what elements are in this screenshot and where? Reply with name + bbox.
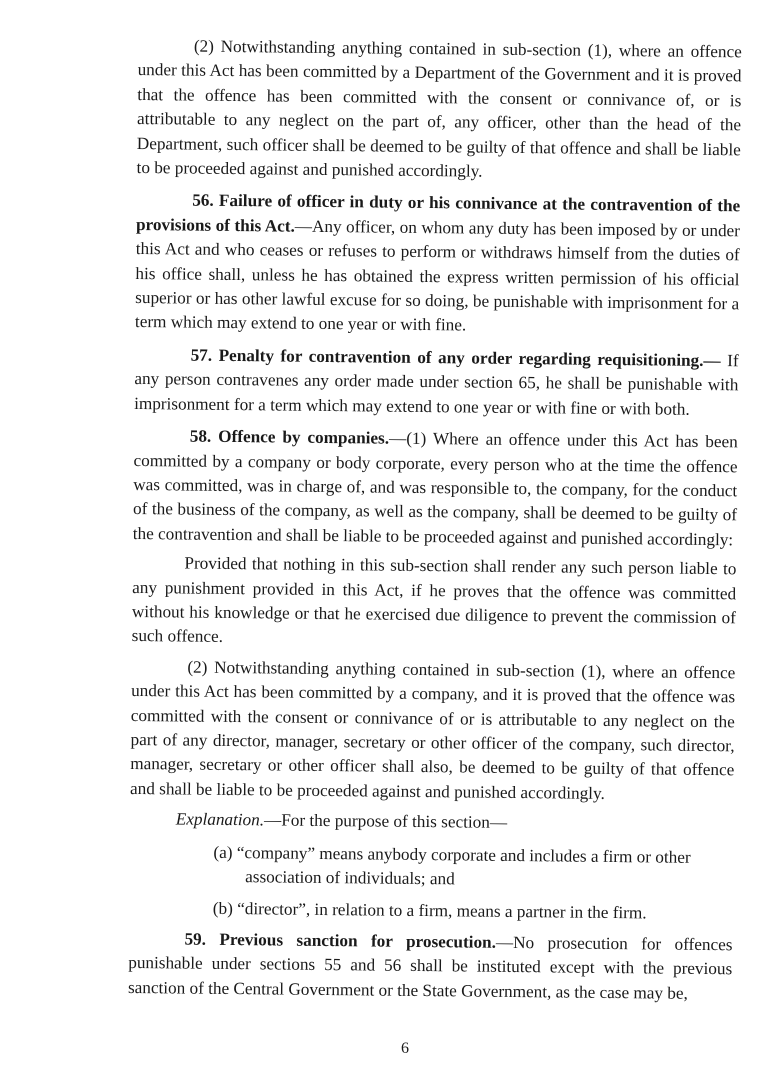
sub-section-2-text: (2) Notwithstanding anything contained in sub-section (1), where an offence under this Act has been committed by a company, and it is proved that the offence was committed with the consent or connivance of or is attributable to any neglect on the part of any director, manager, secretary or other officer of the company, such director, manager, secretary or other officer shall also, be deemed to be guilty of that offence and shall be liable to be proceeded against and punished accordingly. <box>130 657 736 803</box>
section-58 <box>133 424 738 552</box>
section-59 <box>128 927 733 1007</box>
section-58-sub-section-2 <box>130 655 736 808</box>
section-57-heading: 57. Penalty for contravention of any order regarding requisitioning.— <box>190 345 721 370</box>
clause-b <box>129 896 733 927</box>
body-text <box>128 34 742 1006</box>
section-56-heading: 56. Failure of officer in duty or his connivance at the contravention of the provisions of this Act. <box>135 191 741 236</box>
section-58-heading: 58. Offence by companies. <box>189 426 390 448</box>
clause-a-text: (a) “company” means anybody corporate and includes a firm or other association of individuals; and <box>213 842 691 889</box>
proviso-paragraph <box>132 551 737 655</box>
explanation-paragraph <box>130 807 734 838</box>
clause-b-text: (b) “director”, in relation to a firm, means a partner in the firm. <box>212 899 647 923</box>
page-number: 6 <box>401 1040 409 1057</box>
paragraph-sub-section-2-government <box>136 34 742 187</box>
clause-a <box>129 840 733 895</box>
paragraph-text: (2) Notwithstanding anything contained in sub-section (1), where an offence under this Act has been committed by a Department of the Government and it is proved that the offence has been committed with the consent or connivance of, or is attributable to any neglect on the part of, any officer, other than the head of the Department, such officer shall be deemed to be guilty of that offence and shall be liable to be proceeded against and punished accordingly. <box>136 36 742 181</box>
explanation-body: —For the purpose of this section— <box>264 810 508 833</box>
section-57 <box>134 343 739 423</box>
section-57-body: If any person contravenes any order made under section 65, he shall be punishable with imprisonment for a term which may extend to one year or with fine or with both. <box>134 351 739 419</box>
section-59-body: —No prosecution for offences punishable under sections 55 and 56 shall be instituted except with the previous sanction of the Central Government or the State Government, as the case may be, <box>127 932 733 1003</box>
explanation-label: Explanation. <box>175 809 265 830</box>
section-56-body: —Any officer, on whom any duty has been imposed by or under this Act and who ceases or refuses to perform or withdraws himself from the duties of his office shall, unless he has obtained the express written permission of his official superior or has other lawful excuse for so doing, be punishable with imprisonment for a term which may extend to one year or with fine. <box>134 216 741 335</box>
section-58-body: —(1) Where an offence under this Act has been committed by a company or body corporate, every person who at the time the offence was committed, was in charge of, and was responsible to, the company, for the conduct of the business of the company, as well as the company, shall be deemed to be guilty of the contravention and shall be liable to be proceeded against and punished accordingly: <box>132 428 738 549</box>
section-59-heading: 59. Previous sanction for prosecution. <box>184 929 497 952</box>
proviso-text: Provided that nothing in this sub-section shall render any such person liable to any punishment provided in this Act, if he proves that the offence was committed without his knowledge or that he exercised due diligence to prevent the commission of such offence. <box>131 553 737 647</box>
section-56 <box>135 188 741 341</box>
